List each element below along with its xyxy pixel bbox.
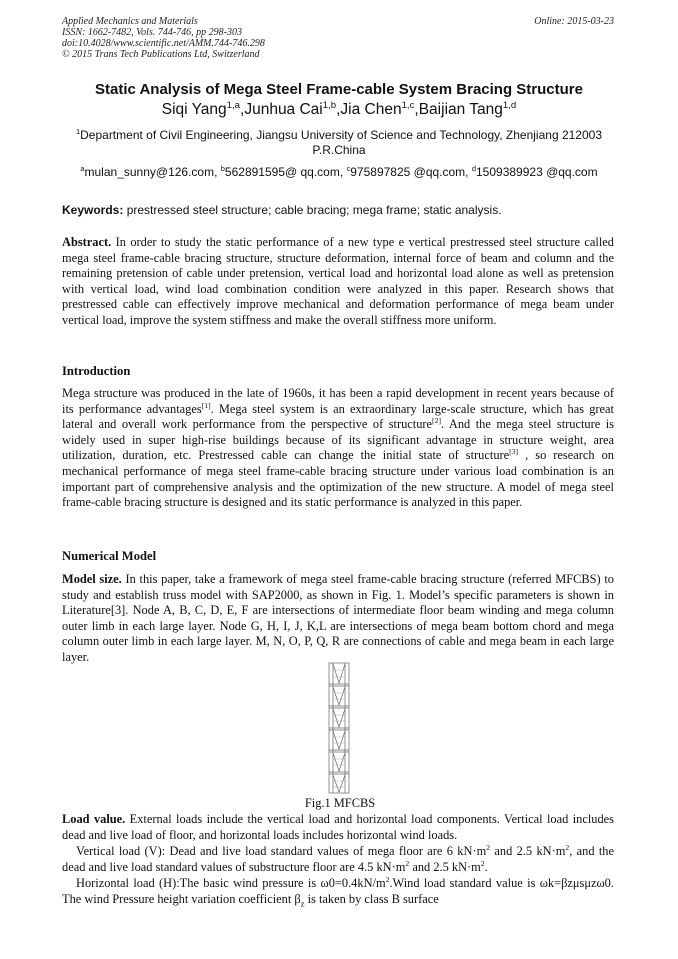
introduction-text: Mega structure was produced in the late of 1960s, it has been a rapid development in recent years because of its performance advantages[1]. Mega steel system is an extraordinary large-scale structure, which has great lateral and overall work performance from the perspective of structure[2]. And the mega steel structure is widely used in super high-rise buildings because of its significant advantage in structure weight, area utilization, duration, etc. Prestressed cable can change the initial state of structure[3] , so research on mechanical performance of mega steel frame-cable bracing structure under various load combination is an important part of comprehensive analysis and the optimization of the new structure. A model of mega steel frame-cable bracing structure is designed and its static performance is analyzed in this paper. — [62, 386, 614, 510]
author: Baijian Tang — [418, 101, 503, 118]
mfcbs-figure — [326, 662, 352, 794]
substructure-grid — [333, 670, 345, 787]
affiliation: $^1$Department of Civil Engineering, Jiangsu University of Science and Technology, Zhenjiang 212003 P.R.China — [75, 127, 602, 157]
vertical-load-paragraph: Vertical load (V): Dead and live load standard values of mega floor are 6 $kN\cdot m^2$ and 2.5 $kN\cdot m^2$, and the dead and live load standard values of substructure floor are 4.5 $kN\cdot m^2$ and 2.5 $kN\cdot m^2$. — [62, 842, 614, 874]
email[interactable]: 1509389923 @qq.com — [476, 165, 598, 179]
doi[interactable]: doi:10.4028/www.scientific.net/AMM.744-746.298 — [62, 38, 265, 49]
author: Jia Chen — [340, 101, 402, 118]
paper-title: Static Analysis of Mega Steel Frame-cable System Bracing Structure — [95, 81, 583, 98]
author: Junhua Cai — [244, 101, 323, 118]
email[interactable]: mulan_sunny@126.com, — [84, 165, 221, 179]
load-value-paragraph: Load value. External loads include the vertical load and horizontal load components. Vertical load includes dead and live load of floor, and horizontal loads includes horizontal wind loads. — [62, 812, 614, 842]
section-heading-introduction: Introduction — [62, 364, 131, 378]
journal-name: Applied Mechanics and Materials — [62, 16, 198, 27]
online-date: Online: 2015-03-23 — [534, 16, 614, 27]
horizontal-load-paragraph: Horizontal load (H):The basic wind pressure is $\omega 0=0.4kN/m^2.Wind$ load standard value is ωk=βzμsμzω0. The wind Pressure height variation coefficient $\beta_z$ is taken by class B surface — [62, 874, 614, 909]
model-size-paragraph: Model size. In this paper, take a framework of mega steel frame-cable bracing structure (referred MFCBS) to study and establish truss model with SAP2000, as shown in Fig. 1. Model’s specific parameters is shown in Literature[3]. Node A, B, C, D, E, F are intersections of intermediate floor beam winding and mega column outer limb in each large layer. Node G, H, I, J, K,L are intersections of mega beam bottom chord and mega column outer limb in each large layer. M, N, O, P, Q, R are connections of cable and mega beam in each large layer. — [62, 572, 614, 664]
section-heading-numerical-model: Numerical Model — [62, 549, 157, 563]
author: Siqi Yang — [161, 101, 227, 118]
author-list: Siqi Yang$^{1,a}$,Junhua Cai$^{1,b}$,Jia Chen$^{1,c}$,Baijian Tang$^{1,d}$ — [161, 99, 517, 118]
figure-caption: Fig.1 MFCBS — [304, 796, 376, 810]
issn: ISSN: 1662-7482, Vols. 744-746, pp 298-303 — [62, 27, 242, 38]
copyright: © 2015 Trans Tech Publications Ltd, Switzerland — [62, 49, 260, 60]
abstract: Abstract. In order to study the static performance of a new type e vertical prestressed steel structure called mega steel frame-cable bracing structure, structure deformation, internal force of beam and column and the remaining pretension of cable under pretension, vertical load and horizontal load alone as well as pretension with vertical load, wind load combination condition were analyzed in this paper. Research shows that prestressed cable can effectively improve mechanical and deformation performance of mega beam under vertical load, improve the system stiffness and make the overall stiffness more uniform. — [62, 235, 614, 327]
email[interactable]: 975897825 @qq.com, — [350, 165, 472, 179]
email[interactable]: 562891595@ qq.com, — [224, 165, 347, 179]
author-emails: $^a$mulan_sunny@126.com, $^b$562891595@ qq.com, $^c$975897825 @qq.com, $^d$1509389923 @qq.com — [80, 164, 598, 179]
floor-lines — [329, 684, 349, 774]
journal-header — [62, 16, 265, 60]
keywords: Keywords: prestressed steel structure; cable bracing; mega frame; static analysis. — [62, 203, 502, 217]
